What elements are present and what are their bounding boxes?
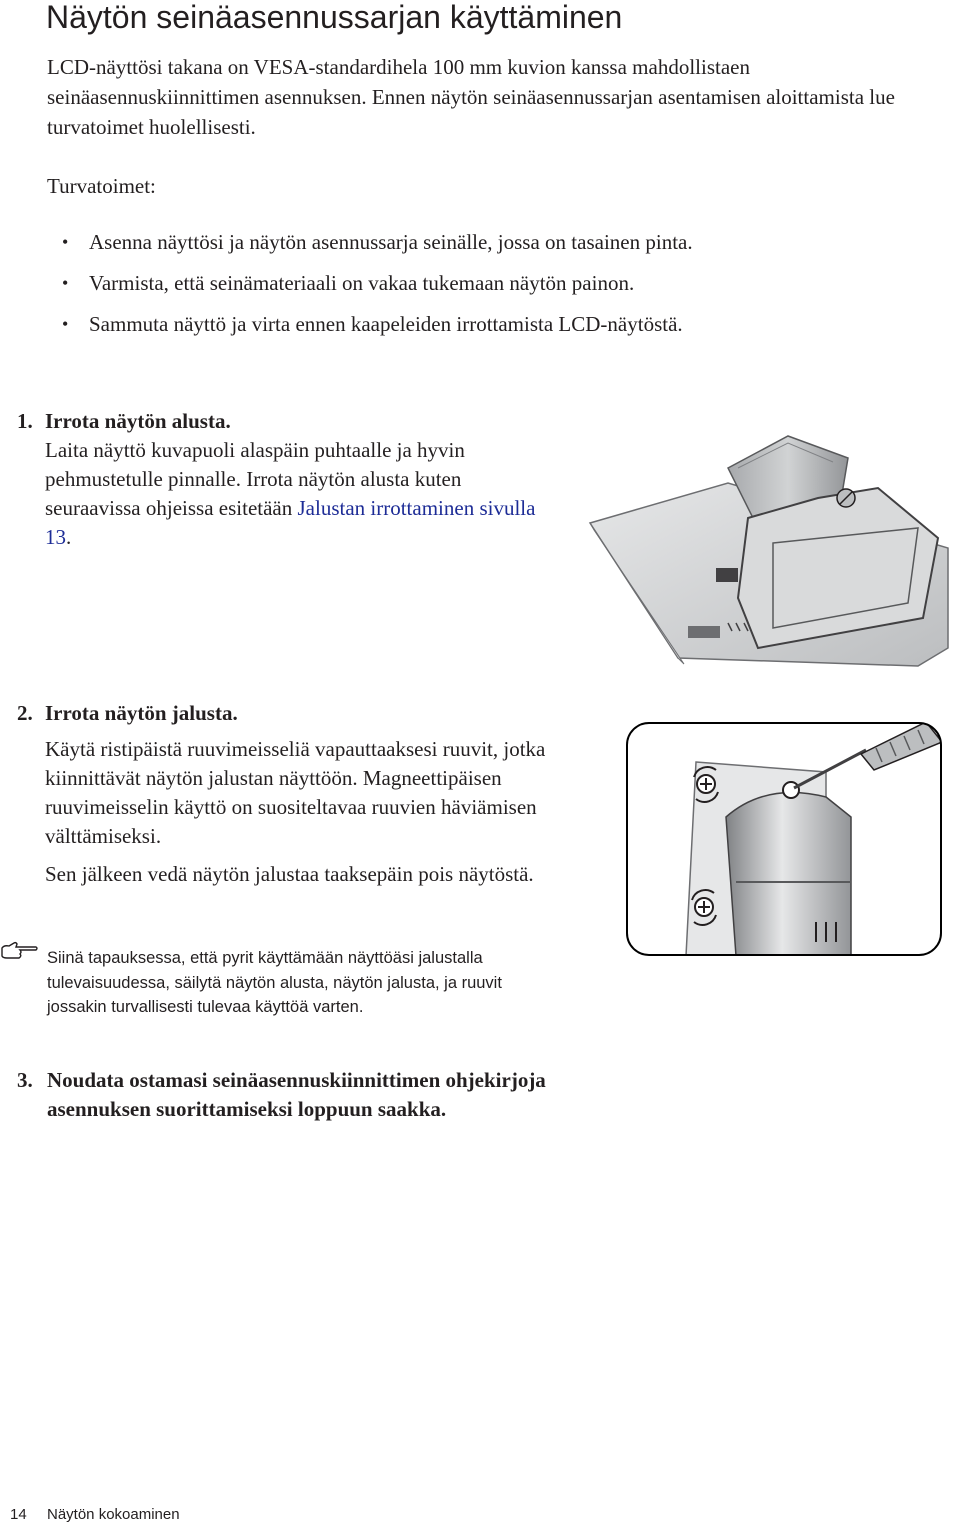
step-number: 2. [17, 701, 33, 725]
note-text: Siinä tapauksessa, että pyrit käyttämään näyttöäsi jalustalla tulevaisuudessa, säilytä näytön alusta, näytön jalusta, ja ruuvit jossakin turvallisesti tulevaa käyttöä varten. [47, 949, 502, 1016]
list-item [62, 228, 693, 269]
step-2 [17, 700, 577, 889]
note-block [0, 940, 560, 1020]
safety-label: Turvatoimet: [47, 174, 156, 198]
step-body-continued: Sen jälkeen vedä näytön jalustaa taaksepäin pois näytöstä. [45, 862, 534, 886]
list-item [62, 269, 693, 310]
step-body: Käytä ristipäistä ruuvimeisseliä vapauttaaksesi ruuvit, jotka kiinnittävät näytön jalustan näyttöön. Magneettipäisen ruuvimeisselin käyttö on suositeltavaa ruuvien häviämisen välttämiseksi. [45, 737, 546, 848]
step-heading [17, 700, 577, 726]
step-heading-text: Noudata ostamasi seinäasennuskiinnittimen ohjekirjoja asennuksen suorittamiseksi loppuun saakka. [47, 1068, 546, 1121]
page-footer [10, 1506, 180, 1523]
bullet-icon: • [62, 232, 69, 252]
safety-list [62, 228, 693, 351]
step-heading [17, 408, 557, 434]
step-heading-text: Irrota näytön alusta. [45, 409, 231, 433]
step-number: 1. [17, 409, 33, 433]
step-body [17, 436, 557, 552]
step-heading [17, 1066, 557, 1124]
step-1 [17, 408, 557, 552]
monitor-back-with-base-illustration [588, 428, 960, 668]
footer-section: Näytön kokoaminen [47, 1506, 180, 1523]
screwdriver-removing-stand-illustration [626, 722, 942, 956]
bullet-icon: • [62, 273, 69, 293]
list-item [62, 310, 693, 351]
page-number: 14 [10, 1506, 27, 1523]
pointing-hand-icon [0, 940, 40, 962]
step-body-tail: . [66, 525, 72, 549]
safety-item-text: Varmista, että seinämateriaali on vakaa tukemaan näytön painon. [89, 271, 635, 295]
page-title: Näytön seinäasennussarjan käyttäminen [46, 0, 623, 35]
step-heading-text: Irrota näytön jalusta. [45, 701, 238, 725]
bullet-icon: • [62, 314, 69, 334]
safety-item-text: Asenna näyttösi ja näytön asennussarja seinälle, jossa on tasainen pinta. [89, 230, 693, 254]
intro-paragraph: LCD-näyttösi takana on VESA-standardihela 100 mm kuvion kanssa mahdollistaen seinäasennuskiinnittimen asennuksen. Ennen näytön seinäasennussarjan asentamisen aloittamista lue turvatoimet huolellisesti. [47, 55, 895, 139]
step-body-text: Laita näyttö kuvapuoli alaspäin puhtaalle ja hyvin pehmustetulle pinnalle. Irrota näytön alusta kuten seuraavissa ohjeissa esitetään [45, 438, 465, 520]
step-number: 3. [17, 1068, 33, 1092]
safety-item-text: Sammuta näyttö ja virta ennen kaapeleiden irrottamista LCD-näytöstä. [89, 312, 683, 336]
step-3 [17, 1066, 557, 1124]
stand-removal-link[interactable]: Jalustan irrottaminen sivulla 13 [45, 496, 536, 549]
